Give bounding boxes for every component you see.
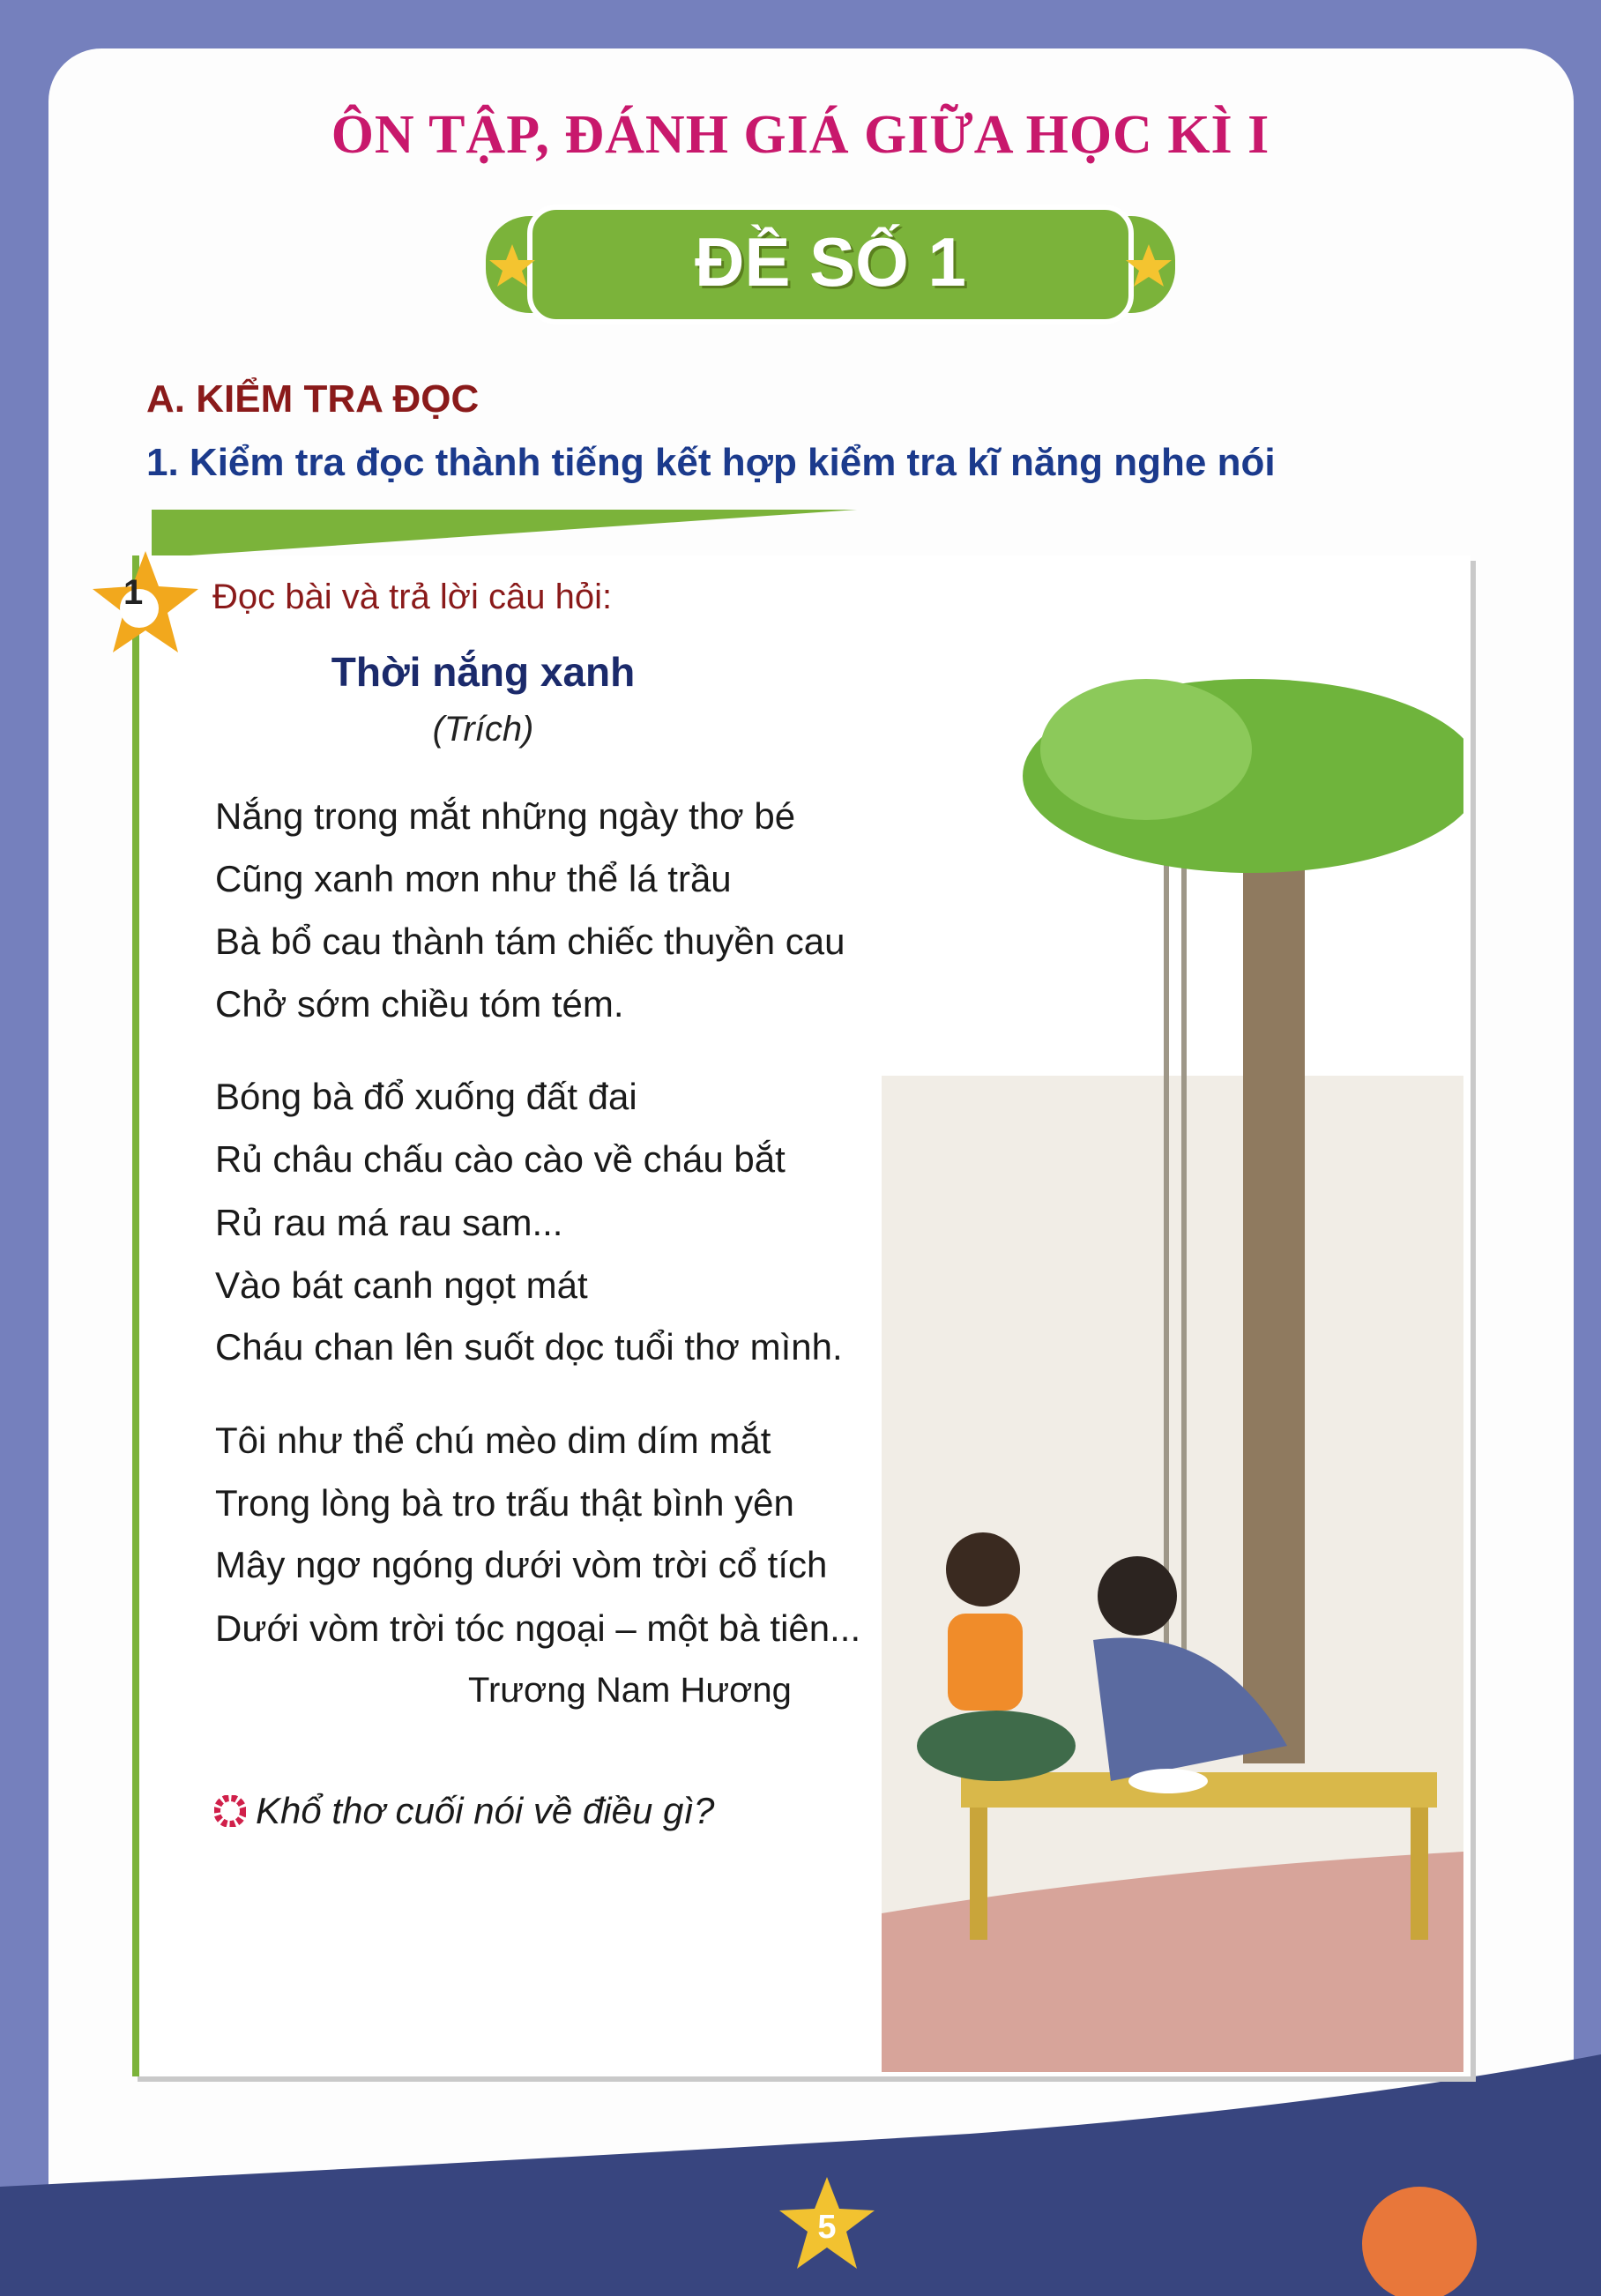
poem-line: Tôi như thể chú mèo dim dím mắt [215, 1420, 771, 1461]
exercise-number: 1 [123, 573, 144, 612]
poem-title: Thời nắng xanh [331, 649, 636, 695]
exercise-instruction: Đọc bài và trả lời câu hỏi: [212, 578, 613, 616]
poem-author: Trương Nam Hương [468, 1671, 792, 1710]
poem-line: Bóng bà đổ xuống đất đai [215, 1076, 637, 1117]
subsection-heading: 1. Kiểm tra đọc thành tiếng kết hợp kiểm tra kĩ năng nghe nói [146, 441, 1276, 484]
card-accent [152, 510, 857, 558]
section-heading: A. KIỂM TRA ĐỌC [146, 377, 480, 421]
question-text: Khổ thơ cuối nói về điều gì? [256, 1790, 715, 1831]
poem-line: Mây ngơ ngóng dưới vòm trời cổ tích [215, 1544, 828, 1585]
poem-line: Trong lòng bà tro trấu thật bình yên [215, 1482, 794, 1524]
exercise-star-icon [88, 547, 203, 661]
flower-bullet-icon [214, 1795, 246, 1827]
poem-line: Vào bát canh ngọt mát [215, 1264, 588, 1306]
poem-subtitle: (Trích) [432, 710, 534, 749]
poem-line: Dưới vòm trời tóc ngoại – một bà tiên... [215, 1607, 861, 1649]
poem-line: Rủ rau má rau sam... [215, 1202, 563, 1243]
poem-line: Cũng xanh mơn như thể lá trầu [215, 858, 732, 899]
page-title: ÔN TẬP, ĐÁNH GIÁ GIỮA HỌC KÌ I [331, 105, 1270, 165]
page-number: 5 [817, 2209, 837, 2246]
poem-line: Cháu chan lên suốt dọc tuổi thơ mình. [215, 1326, 843, 1368]
exam-number: ĐỀ SỐ 1 [695, 223, 966, 301]
poem-line: Chở sớm chiều tóm tém. [215, 983, 624, 1025]
grandmother-child-illustration [882, 635, 1463, 2072]
poem-line: Rủ châu chấu cào cào về cháu bắt [215, 1138, 786, 1180]
poem-line: Bà bổ cau thành tám chiếc thuyền cau [215, 921, 845, 962]
poem-line: Nắng trong mắt những ngày thơ bé [215, 795, 796, 837]
